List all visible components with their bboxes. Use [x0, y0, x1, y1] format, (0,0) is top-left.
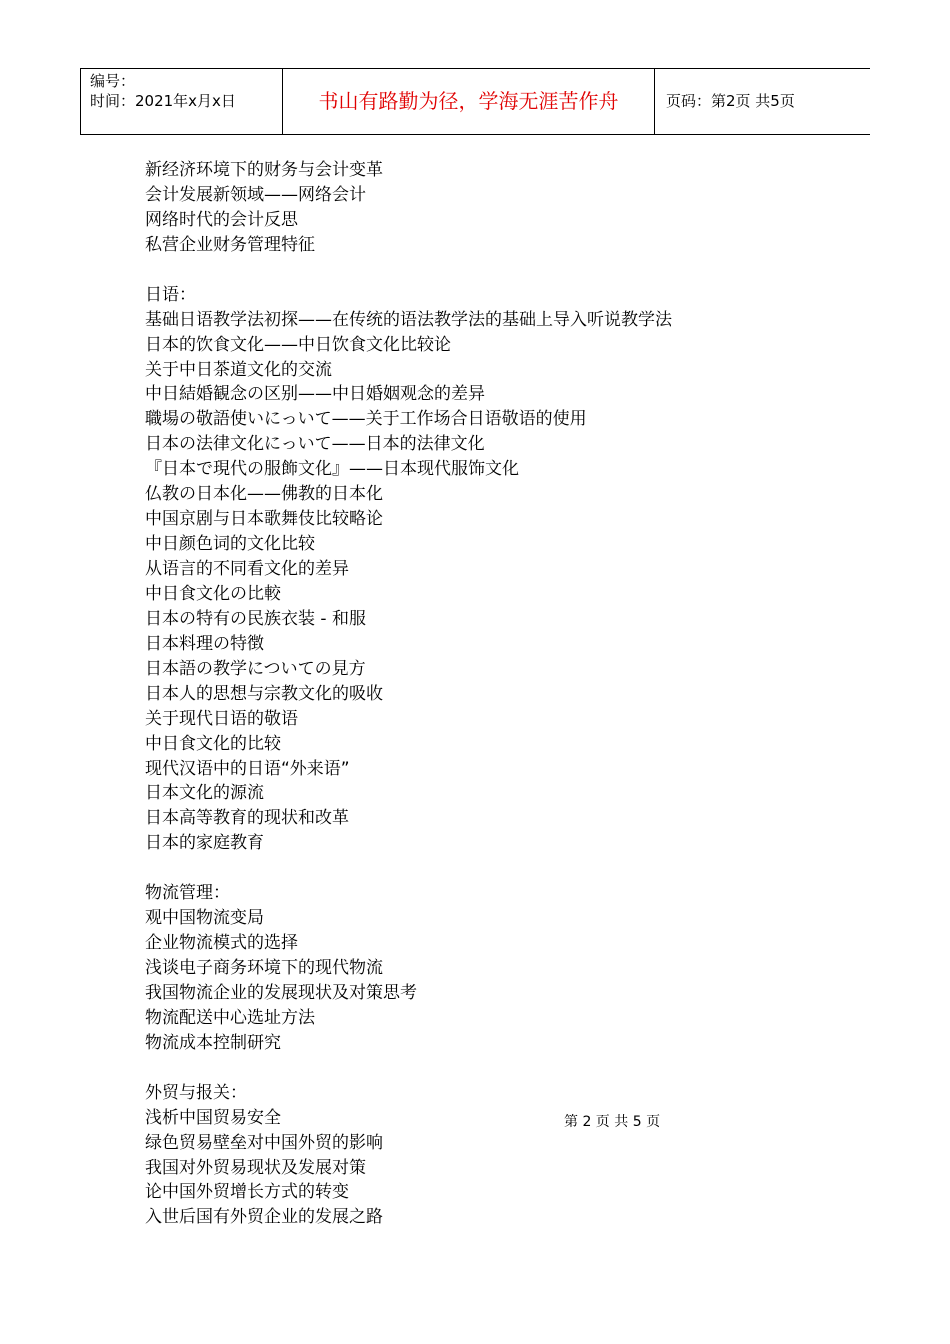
topic-item: 入世后国有外贸企业的发展之路: [145, 1207, 383, 1228]
topic-item: 论中国外贸增长方式的转变: [145, 1182, 349, 1203]
topic-item: 中日颜色词的文化比较: [145, 534, 315, 555]
topic-item: 我国物流企业的发展现状及对策思考: [145, 982, 417, 1003]
topic-item: 職場の敬語使いにっいて——关于工作场合日语敬语的使用: [145, 409, 587, 430]
topic-item: 基础日语教学法初探——在传统的语法教学法的基础上导入听说教学法: [145, 309, 672, 330]
topic-item: 关于中日茶道文化的交流: [145, 359, 332, 380]
topic-item: 观中国物流变局: [145, 908, 264, 929]
topic-item: 日本の法律文化にっいて——日本的法律文化: [145, 434, 485, 455]
topic-item: 私营企业财务管理特征: [145, 234, 315, 255]
topic-item: 日本的饮食文化——中日饮食文化比较论: [145, 334, 451, 355]
topic-item: 现代汉语中的日语“外来语”: [145, 758, 350, 779]
topic-item: 中日食文化的比较: [145, 733, 281, 754]
section-spacer: [145, 856, 845, 881]
page-footer: 第 2 页 共 5 页: [564, 1114, 661, 1130]
page-number-label: 页码：第2页 共5页: [666, 92, 795, 110]
section-heading: 日语：: [145, 284, 196, 305]
topic-item: 『日本で現代の服飾文化』——日本现代服饰文化: [145, 459, 519, 480]
topic-item: 物流成本控制研究: [145, 1032, 281, 1053]
topic-item: 物流配送中心选址方法: [145, 1007, 315, 1028]
document-header: [80, 68, 870, 135]
topic-item: 浅谈电子商务环境下的现代物流: [145, 958, 383, 978]
topic-item: 日本文化的源流: [145, 783, 264, 804]
header-meta-cell: [81, 69, 283, 134]
topic-item: 中日結婚観念の区别——中日婚姻观念的差异: [145, 384, 485, 405]
document-body: [145, 158, 845, 1230]
date-label: 时间：2021年x月x日: [90, 92, 236, 110]
topic-item: 网络时代的会计反思: [145, 209, 298, 230]
topic-item: 仏教の日本化——佛教的日本化: [145, 484, 383, 505]
topic-item: 从语言的不同看文化的差异: [145, 559, 349, 579]
topic-item: 浅析中国贸易安全: [145, 1107, 281, 1128]
topic-item: 我国对外贸易现状及发展对策: [145, 1157, 366, 1178]
section-spacer: [145, 258, 845, 283]
topic-item: 日本の特有の民族衣装 - 和服: [145, 608, 366, 629]
topic-item: 日本人的思想与宗教文化的吸收: [145, 683, 383, 704]
topic-item: 中国京剧与日本歌舞伎比较略论: [145, 509, 383, 530]
topic-item: 新经济环境下的财务与会计变革: [145, 160, 383, 180]
topic-item: 绿色贸易壁垒对中国外贸的影响: [145, 1132, 383, 1153]
topic-item: 日本語の教学についての見方: [145, 658, 366, 679]
section-heading: 外贸与报关：: [145, 1082, 247, 1103]
topic-item: 企业物流模式的选择: [145, 933, 298, 954]
serial-number-label: 编号：: [90, 72, 136, 90]
topic-item: 日本的家庭教育: [145, 833, 264, 854]
topic-item: 中日食文化の比較: [145, 583, 281, 604]
motto-text: 书山有路勤为径，学海无涯苦作舟: [283, 69, 655, 134]
topic-item: 关于现代日语的敬语: [145, 708, 298, 729]
section-spacer: [145, 1056, 845, 1081]
topic-item: 会计发展新领域——网络会计: [145, 184, 366, 205]
topic-item: 日本料理の特徴: [145, 633, 264, 654]
section-heading: 物流管理：: [145, 883, 230, 904]
topic-item: 日本高等教育的现状和改革: [145, 808, 349, 829]
